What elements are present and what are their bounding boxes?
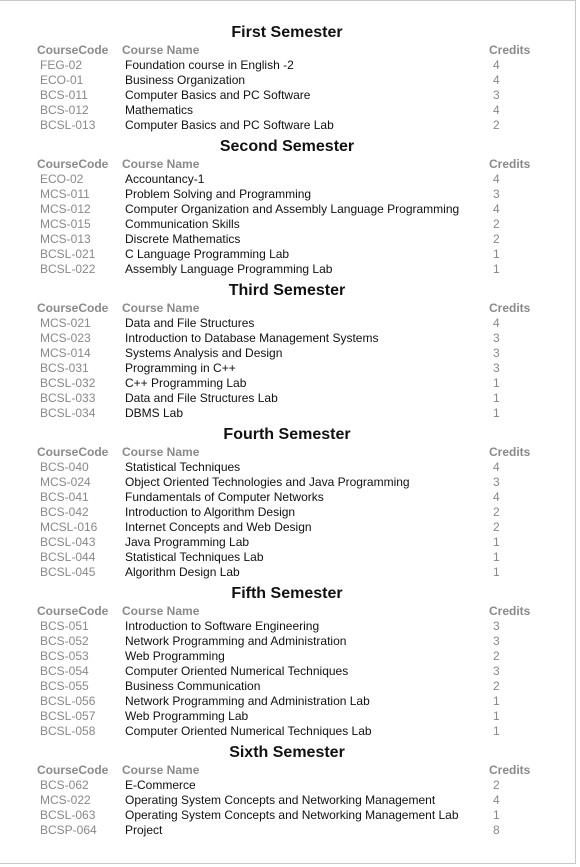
table-row [36, 535, 536, 550]
course-credits: 1 [493, 808, 500, 822]
course-name: Introduction to Database Management Systems [125, 331, 379, 345]
course-name: Web Programming [125, 649, 225, 663]
course-name: Computer Oriented Numerical Techniques [125, 664, 349, 678]
course-name: Systems Analysis and Design [125, 346, 283, 360]
course-table [36, 604, 536, 739]
course-table [36, 157, 536, 277]
table-row [36, 88, 536, 103]
course-name: Computer Organization and Assembly Language Programming [125, 202, 460, 216]
table-row [36, 679, 536, 694]
course-code: BCS-011 [40, 88, 88, 102]
course-name: Communication Skills [125, 217, 240, 231]
course-name: Web Programming Lab [125, 709, 249, 723]
table-row [36, 793, 536, 808]
course-credits: 3 [493, 634, 500, 648]
column-header-credits: Credits [489, 604, 531, 618]
course-name: Computer Basics and PC Software [125, 88, 311, 102]
semester-section [0, 23, 576, 133]
course-name: Problem Solving and Programming [125, 187, 312, 201]
course-name: Foundation course in English -2 [125, 58, 294, 72]
table-row [36, 619, 536, 634]
course-credits: 2 [493, 649, 500, 663]
table-row [36, 649, 536, 664]
course-code: BCSL-056 [40, 694, 96, 708]
table-header-row [36, 763, 536, 778]
course-credits: 1 [493, 535, 500, 549]
column-header-code: CourseCode [37, 43, 109, 57]
course-credits: 4 [493, 490, 500, 504]
course-credits: 4 [493, 316, 500, 330]
course-code: BCSL-045 [40, 565, 96, 579]
table-row [36, 565, 536, 580]
semester-title: Third Semester [228, 282, 346, 299]
table-row [36, 103, 536, 118]
column-header-name: Course Name [122, 604, 200, 618]
table-row [36, 490, 536, 505]
column-header-code: CourseCode [37, 157, 109, 171]
course-name: Statistical Techniques [125, 460, 241, 474]
table-row [36, 232, 536, 247]
course-code: MCSL-016 [40, 520, 98, 534]
table-row [36, 73, 536, 88]
course-name: Data and File Structures [125, 316, 255, 330]
table-row [36, 187, 536, 202]
table-header-row [36, 445, 536, 460]
table-row [36, 505, 536, 520]
course-credits: 4 [493, 172, 500, 186]
table-row [36, 520, 536, 535]
course-name: C++ Programming Lab [125, 376, 247, 390]
course-name: Object Oriented Technologies and Java Programming [125, 475, 410, 489]
course-code: MCS-021 [40, 316, 91, 330]
course-credits: 1 [493, 565, 500, 579]
course-code: MCS-022 [40, 793, 91, 807]
course-credits: 3 [493, 619, 500, 633]
table-header-row [36, 301, 536, 316]
course-code: BCSL-021 [40, 247, 96, 261]
course-code: MCS-013 [40, 232, 91, 246]
course-code: BCSL-034 [40, 406, 96, 420]
course-name: DBMS Lab [125, 406, 184, 420]
course-code: MCS-015 [40, 217, 91, 231]
course-table [36, 445, 536, 580]
table-row [36, 361, 536, 376]
course-credits: 4 [493, 460, 500, 474]
course-code: BCSL-013 [40, 118, 96, 132]
course-code: BCSL-022 [40, 262, 96, 276]
semester-section [0, 584, 576, 739]
course-name: Operating System Concepts and Networking Management Lab [125, 808, 459, 822]
semester-section [0, 743, 576, 838]
course-credits: 1 [493, 391, 500, 405]
column-header-code: CourseCode [37, 604, 109, 618]
table-row [36, 376, 536, 391]
column-header-name: Course Name [122, 445, 200, 459]
table-row [36, 406, 536, 421]
table-row [36, 778, 536, 793]
semester-title: Fifth Semester [231, 585, 343, 602]
table-row [36, 247, 536, 262]
course-name: Network Programming and Administration [125, 634, 347, 648]
column-header-name: Course Name [122, 157, 200, 171]
semester-title: Second Semester [219, 138, 355, 155]
course-code: BCS-012 [40, 103, 89, 117]
course-name: Algorithm Design Lab [125, 565, 240, 579]
course-credits: 2 [493, 778, 500, 792]
course-credits: 4 [493, 73, 500, 87]
course-name: Assembly Language Programming Lab [125, 262, 333, 276]
course-code: BCS-062 [40, 778, 89, 792]
course-code: BCS-055 [40, 679, 89, 693]
table-row [36, 172, 536, 187]
course-name: Programming in C++ [125, 361, 236, 375]
course-credits: 2 [493, 217, 500, 231]
course-name: Operating System Concepts and Networking Management [125, 793, 436, 807]
course-table [36, 301, 536, 421]
course-code: BCSL-033 [40, 391, 96, 405]
course-name: Computer Oriented Numerical Techniques Lab [125, 724, 372, 738]
course-name: Statistical Techniques Lab [125, 550, 264, 564]
course-code: MCS-012 [40, 202, 91, 216]
course-credits: 1 [493, 550, 500, 564]
course-code: ECO-01 [40, 73, 84, 87]
column-header-credits: Credits [489, 763, 531, 777]
semester-section [0, 425, 576, 580]
column-header-credits: Credits [489, 43, 531, 57]
course-credits: 4 [493, 793, 500, 807]
column-header-credits: Credits [489, 301, 531, 315]
table-row [36, 331, 536, 346]
course-name: Java Programming Lab [125, 535, 250, 549]
course-name: Accountancy-1 [125, 172, 205, 186]
course-credits: 2 [493, 679, 500, 693]
column-header-code: CourseCode [37, 445, 109, 459]
course-code: BCS-051 [40, 619, 89, 633]
course-code: BCS-042 [40, 505, 89, 519]
course-name: Network Programming and Administration Lab [125, 694, 370, 708]
course-name: Internet Concepts and Web Design [125, 520, 312, 534]
course-table [36, 43, 536, 133]
course-credits: 8 [493, 823, 500, 837]
curriculum-content [0, 23, 576, 842]
course-name: Introduction to Software Engineering [125, 619, 320, 633]
course-credits: 2 [493, 232, 500, 246]
course-table [36, 763, 536, 838]
course-code: BCSL-063 [40, 808, 96, 822]
course-name: Fundamentals of Computer Networks [125, 490, 324, 504]
table-row [36, 346, 536, 361]
semester-title: Sixth Semester [229, 744, 345, 761]
table-row [36, 475, 536, 490]
table-row [36, 262, 536, 277]
course-credits: 3 [493, 664, 500, 678]
course-code: MCS-014 [40, 346, 91, 360]
table-row [36, 724, 536, 739]
table-row [36, 664, 536, 679]
course-credits: 1 [493, 247, 500, 261]
course-credits: 1 [493, 694, 500, 708]
course-credits: 4 [493, 103, 500, 117]
course-credits: 3 [493, 88, 500, 102]
course-code: ECO-02 [40, 172, 84, 186]
course-name: Business Communication [125, 679, 261, 693]
course-credits: 2 [493, 505, 500, 519]
course-name: Business Organization [125, 73, 246, 87]
course-code: MCS-024 [40, 475, 91, 489]
course-name: Mathematics [125, 103, 194, 117]
column-header-credits: Credits [489, 445, 531, 459]
semester-title: Fourth Semester [223, 426, 351, 443]
course-code: BCS-054 [40, 664, 89, 678]
course-name: E-Commerce [125, 778, 196, 792]
table-row [36, 550, 536, 565]
column-header-credits: Credits [489, 157, 531, 171]
course-credits: 3 [493, 361, 500, 375]
course-name: Data and File Structures Lab [125, 391, 278, 405]
table-row [36, 808, 536, 823]
column-header-name: Course Name [122, 301, 200, 315]
course-code: BCSL-044 [40, 550, 96, 564]
course-name: C Language Programming Lab [125, 247, 290, 261]
course-code: BCS-052 [40, 634, 89, 648]
semester-section [0, 281, 576, 421]
table-row [36, 634, 536, 649]
course-code: BCSL-058 [40, 724, 96, 738]
course-credits: 2 [493, 520, 500, 534]
course-code: BCSL-043 [40, 535, 96, 549]
table-header-row [36, 157, 536, 172]
course-code: BCS-031 [40, 361, 89, 375]
course-code: BCSL-032 [40, 376, 96, 390]
course-name: Project [125, 823, 163, 837]
semester-title: First Semester [231, 24, 343, 41]
table-row [36, 118, 536, 133]
course-name: Introduction to Algorithm Design [125, 505, 296, 519]
table-row [36, 460, 536, 475]
column-header-code: CourseCode [37, 301, 109, 315]
course-code: MCS-011 [40, 187, 90, 201]
column-header-name: Course Name [122, 43, 200, 57]
table-row [36, 202, 536, 217]
course-credits: 1 [493, 406, 500, 420]
column-header-name: Course Name [122, 763, 200, 777]
course-credits: 3 [493, 475, 500, 489]
course-code: MCS-023 [40, 331, 91, 345]
table-row [36, 709, 536, 724]
table-row [36, 217, 536, 232]
course-code: FEG-02 [40, 58, 83, 72]
course-credits: 3 [493, 187, 500, 201]
table-header-row [36, 604, 536, 619]
table-row [36, 391, 536, 406]
course-name: Computer Basics and PC Software Lab [125, 118, 334, 132]
course-code: BCS-041 [40, 490, 89, 504]
table-row [36, 58, 536, 73]
table-row [36, 823, 536, 838]
course-code: BCSL-057 [40, 709, 96, 723]
course-code: BCSP-064 [40, 823, 97, 837]
table-header-row [36, 43, 536, 58]
semester-section [0, 137, 576, 277]
table-row [36, 694, 536, 709]
course-credits: 2 [493, 118, 500, 132]
course-credits: 3 [493, 346, 500, 360]
course-name: Discrete Mathematics [125, 232, 241, 246]
course-credits: 1 [493, 262, 500, 276]
course-credits: 1 [493, 724, 500, 738]
course-credits: 1 [493, 376, 500, 390]
column-header-code: CourseCode [37, 763, 109, 777]
course-credits: 4 [493, 58, 500, 72]
table-row [36, 316, 536, 331]
course-credits: 1 [493, 709, 500, 723]
course-credits: 4 [493, 202, 500, 216]
course-code: BCS-040 [40, 460, 89, 474]
course-code: BCS-053 [40, 649, 89, 663]
course-credits: 3 [493, 331, 500, 345]
